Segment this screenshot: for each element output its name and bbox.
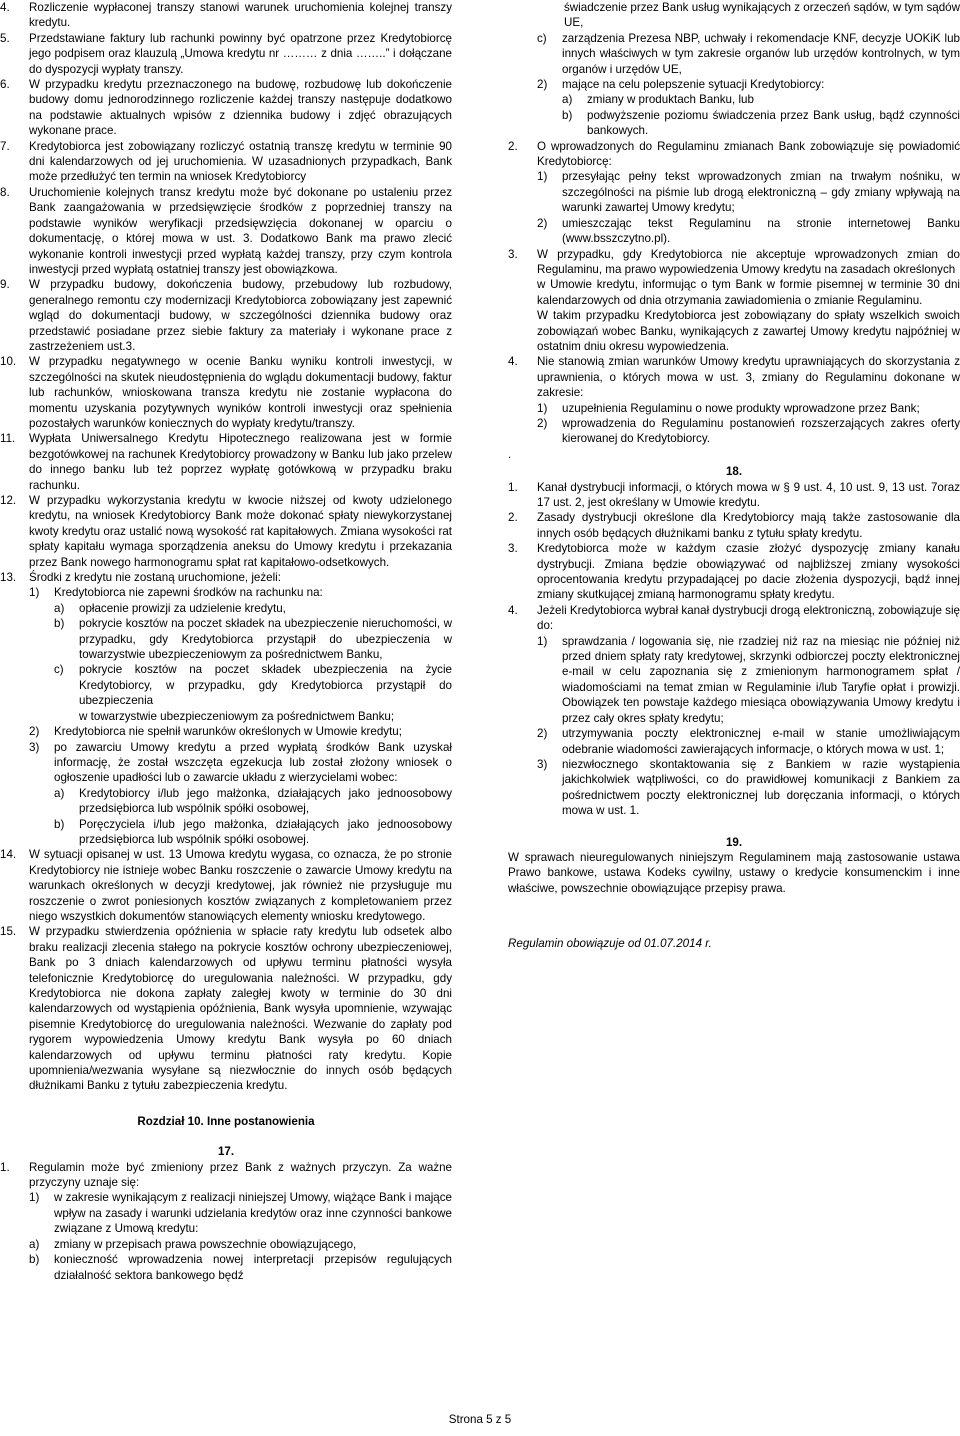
section-17-point-4-2: 2) wprowadzenia do Regulaminu postanowień rozszerzających zakres oferty kierowanej do Kredytobiorcy. (537, 416, 960, 446)
item-2: 2) mające na celu polepszenie sytuacji Kredytobiorcy: (537, 78, 825, 92)
section-17-point-2-2: 2) umieszczając tekst Regulaminu na stronie internetowej Banku (www.bsszczytno.pl). (537, 216, 960, 246)
left-column (0, 0, 452, 1283)
section-17-point-1: 1. Regulamin może być zmieniony przez Bank z ważnych przyczyn. Za ważne przyczyny uznaje się: (0, 1160, 452, 1190)
item-c: c) zarządzenia Prezesa NBP, uchwały i rekomendacje KNF, decyzje UOKiK lub innych właściwych w tym zakresie organów lub urzędów kontrolnych, w tym organów i urzędów UE, (537, 31, 960, 76)
section-17-point-2: 2. O wprowadzonych do Regulaminu zmianach Bank zobowiązuje się powiadomić Kredytobiorcę: (508, 139, 960, 169)
page-number: Strona 5 z 5 (448, 1413, 512, 1426)
section-18-point-4: 4. Jeżeli Kredytobiorca wybrał kanał dystrybucji drogą elektroniczną, zobowiązuje się do: (508, 603, 960, 633)
paragraph-4: 4. Rozliczenie wypłaconej transzy stanowi warunek uruchomienia kolejnej transzy kredytu. (0, 1, 452, 30)
paragraph-13-3: 3) po zawarciu Umowy kredytu a przed wypłatą środków Bank uzyskał informację, że został wszczęta egzekucja lub został złożony wniosek o ogłoszenie upadłości lub o zawarcie układu z wierzycielami wobec: (29, 740, 452, 785)
continuation-text: świadczenie przez Bank usług wynikających z orzeczeń sądów, w tym sądów UE, (564, 1, 960, 30)
section-17-heading: 17. (217, 1145, 235, 1159)
paragraph-13-3-b: b) Poręczyciela i/lub jego małżonka, działających jako jednoosobowy przedsiębiorca lub wspólnik spółki osobowej. (54, 817, 452, 846)
chapter-heading: Rozdział 10. Inne postanowienia (137, 1114, 315, 1128)
paragraph-13-1-c: c) pokrycie kosztów na poczet składek ubezpieczenia na życie Kredytobiorcy, w przypadku, gdy Kredytobiorca przystąpił do ubezpieczenia (54, 663, 452, 708)
paragraph-10: 10. W przypadku negatywnego w ocenie Banku wyniku kontroli inwestycji, w szczególności na skutek nieudostępnienia do wglądu dokumentacji budowy, faktur lub rachunków, wnioskowana transza kredytu nie zostanie wypłacona do momentu uzyskania pozytywnych wyników kontroli inwestycji oraz spełnienia pozostałych warunków koniecznych do wypłaty kredytu/transzy. (0, 355, 452, 430)
paragraph-13-3-a: a) Kredytobiorcy i/lub jego małżonka, działających jako jednoosobowy przedsiębiorca lub wspólnik spółki osobowej, (54, 786, 452, 816)
paragraph-5: 5. Przedstawiane faktury lub rachunki powinny być opatrzone przez Kredytobiorcę jego podpisem oraz klauzulą „Umowa kredytu nr ……… z dnia ……..” i dołączane do dyspozycji wypłaty transzy. (0, 31, 452, 76)
section-17-point-3-cont: w Umowie kredytu, informując o tym Bank w formie pisemnej w terminie 30 dni kalendarzowych od dnia otrzymania zawiadomienia o zmianie Regulaminu. (537, 278, 960, 307)
paragraph-13-1-c-continuation: w towarzystwie ubezpieczeniowym za pośrednictwem Banku; (79, 709, 395, 723)
section-18-point-1: 1. Kanał dystrybucji informacji, o których mowa w § 9 ust. 4, 10 ust. 9, 13 ust. 7oraz 17 ust. 2, jest określany w Umowie kredytu. (508, 480, 960, 509)
paragraph-13-2: 2) Kredytobiorca nie spełnił warunków określonych w Umowie kredytu; (29, 725, 402, 739)
paragraph-13: 13. Środki z kredytu nie zostaną uruchomione, jeżeli: (0, 571, 281, 585)
section-18-point-4-1: 1) sprawdzania / logowania się, nie rzadziej niż raz na miesiąc nie później niż przed dniem spłaty raty kredytowej, skrzynki odbiorczej poczty elektronicznej e-mail w celu zapoznania się z zmienionym harmonogramem spłat / wiadomościami na temat zmian w Regulaminie i/lub Taryfie opłat i prowizji. Obowiązek ten powstaje każdego miesiąca obowiązywania Umowy kredytu i przez cały okres spłaty kredytu; (537, 634, 960, 725)
section-17-point-1-1-a: a) zmiany w przepisach prawa powszechnie obowiązującego, (29, 1237, 357, 1251)
item-2-a: a) zmiany w produktach Banku, lub (562, 93, 754, 107)
paragraph-13-1-b: b) pokrycie kosztów na poczet składek na ubezpieczenie nieruchomości, w przypadku, gdy Kredytobiorca przystąpił do ubezpieczenia w towarzystwie ubezpieczeniowym za pośrednictwem Banku, (54, 617, 452, 662)
section-18-point-3: 3. Kredytobiorca może w każdym czasie złożyć dyspozycję zmiany kanału dystrybucji. Zmiana będzie obowiązywać od najbliższej zmiany wysokości oprocentowania kredytu przypadającej po dacie złożenia dyspozycji, bądź innej zmiany skutkującej zmianą harmonogramu spłaty kredytu. (508, 542, 960, 602)
section-17-point-1-1-b: b) konieczność wprowadzenia nowej interpretacji przepisów regulujących działalność sektora bankowego będź (29, 1253, 452, 1282)
paragraph-6: 6. W przypadku kredytu przeznaczonego na budowę, rozbudowę lub dokończenie budowy domu jednorodzinnego rozliczenie każdej transzy następuje dodatkowo na podstawie aktualnych wpisów z dziennika budowy i zdjęć obrazujących wykonane prace. (0, 78, 452, 138)
section-18-point-2: 2. Zasady dystrybucji określone dla Kredytobiorcy mają także zastosowanie dla innych osób będących dłużnikami banku z tytułu spłaty kredytu. (508, 511, 960, 540)
paragraph-13-1-a: a) opłacenie prowizji za udzielenie kredytu, (54, 601, 286, 615)
paragraph-13-1: 1) Kredytobiorca nie zapewni środków na rachunku na: (29, 586, 323, 600)
paragraph-8: 8. Uruchomienie kolejnych transz kredytu może być dokonane po ustaleniu przez Bank zaangażowania w przedsięwzięcie środków z poprzedniej transzy na podstawie wyników weryfikacji przedsięwzięcia dokonanej w oparciu o dokumentację, o której mowa w ust. 3. Dodatkowo Bank ma prawo zlecić wykonanie kontroli inwestycji przed wypłatą każdej transzy, przy czym kontrola inwestycji przed wypłatą ostatniej transzy jest obowiązkowa. (0, 185, 452, 276)
section-17-point-1-1: 1) w zakresie wynikającym z realizacji niniejszej Umowy, wiążące Bank i mające wpływ na zasady i warunki udzielania kredytów oraz inne czynności bankowe związane z Umową kredytu: (29, 1191, 452, 1236)
section-18-point-4-2: 2) utrzymywania poczty elektronicznej e-mail w stanie umożliwiającym odebranie wiadomości zawierających informacje, o których mowa w ust. 1; (537, 727, 960, 756)
section-17-point-4: 4. Nie stanowią zmian warunków Umowy kredytu uprawniających do skorzystania z uprawnienia, o których mowa w ust. 3, zmiany do Regulaminu dokonane w zakresie: (508, 355, 960, 400)
paragraph-15: 15. W przypadku stwierdzenia opóźnienia w spłacie raty kredytu lub odsetek albo braku realizacji zlecenia stałego na pokrycie kosztów ochrony ubezpieczeniowej, Bank po 3 dniach kalendarzowych od upływu terminu płatności wysyła telefonicznie Kredytobiorcę do uregulowania należności. W przypadku, gdy Kredytobiorca nie dokona zapłaty zaległej kwoty w terminie do 30 dni kalendarzowych od wystąpienia opóźnienia, Bank wysyła upomnienie, wzywając pisemnie Kredytobiorcę do uregulowania należności. Wezwanie do zapłaty pod rygorem wypowiedzenia Umowy kredytu Bank wysyła po 60 dniach kalendarzowych od upływu terminu płatności raty kredytu. Kopie upomnienia/wezwania wysyłane są niezwłocznie do innych osób będących dłużnikami Banku z tytułu zabezpieczenia kredytu. (0, 925, 452, 1093)
paragraph-11: 11. Wypłata Uniwersalnego Kredytu Hipotecznego realizowana jest w formie bezgotówkowej na rachunek Kredytobiorcy prowadzony w Banku lub jako przelew do innego banku lub też poprzez wypłatę gotówkową w przypadku braku rachunku. (0, 432, 452, 492)
section-18-heading: 18. (725, 465, 743, 479)
section-17-point-2-1: 1) przesyłając pełny tekst wprowadzonych zmian na trwałym nośniku, w szczególności na piśmie lub drogą elektroniczną – gdy zmiany wpływają na warunki zawartej Umowy kredytu; (537, 170, 960, 215)
section-17-point-3: 3. W przypadku, gdy Kredytobiorca nie akceptuje wprowadzonych zmian do Regulaminu, ma prawo wypowiedzenia Umowy kredytu na zasadach określonych (508, 247, 960, 276)
section-19-heading: 19. (725, 835, 743, 849)
section-19-text: W sprawach nieuregulowanych niniejszym Regulaminem mają zastosowanie ustawa Prawo bankowe, ustawa Kodeks cywilny, ustawy o kredycie konsumenckim i inne właściwe, powszechnie obowiązujące przepisy prawa. (508, 850, 960, 895)
section-17-point-4-1: 1) uzupełnienia Regulaminu o nowe produkty wprowadzone przez Bank; (537, 401, 920, 415)
paragraph-14: 14. W sytuacji opisanej w ust. 13 Umowa kredytu wygasa, co oznacza, że po stronie Kredytobiorcy nie istnieje wobec Banku roszczenie o zawarcie Umowy kredytu na warunkach określonych w decyzji kredytowej, jak również nie przysługuje mu roszczenie o zwrot poniesionych kosztów związanych z kompletowaniem przez niego wszystkich dokumentów stanowiących elementy wniosku kredytowego. (0, 848, 452, 923)
stray-dot: . (508, 447, 512, 461)
section-18-point-4-3: 3) niezwłocznego skontaktowania się z Bankiem w razie wystąpienia jakichkolwiek wątpliwości, co do prawidłowej komunikacji z Bankiem za pośrednictwem poczty elektronicznej lub doręczania informacji, o których mowa w ust. 1. (537, 757, 960, 818)
paragraph-9: 9. W przypadku budowy, dokończenia budowy, przebudowy lub rozbudowy, generalnego remontu czy modernizacji Kredytobiorca zobowiązany jest zapewnić wgląd do dokumentacji budowy, w szczególności dziennika budowy oraz przedstawić posiadane przez siebie faktury za materiały i wykonane prace z zastrzeżeniem ust.3. (0, 278, 452, 353)
paragraph-7: 7. Kredytobiorca jest zobowiązany rozliczyć ostatnią transzę kredytu w terminie 90 dni kalendarzowych od jej uruchomienia. W uzasadnionych przypadkach, Bank może przedłużyć ten termin na wniosek Kredytobiorcy (0, 139, 452, 184)
right-column (508, 0, 960, 952)
effective-date: Regulamin obowiązuje od 01.07.2014 r. (508, 937, 712, 951)
section-17-point-3-cont-2: W takim przypadku Kredytobiorca jest zobowiązany do spłaty wszelkich swoich zobowiązań wobec Banku, wynikających z zawartej Umowy kredytu najpóźniej w ostatnim dniu okresu wypowiedzenia. (537, 309, 960, 353)
paragraph-12: 12. W przypadku wykorzystania kredytu w kwocie niższej od kwoty udzielonego kredytu, na wniosek Kredytobiorcy Bank może dokonać spłaty niewykorzystanej kwoty kredytu oraz ustalić nową wysokość rat kapitałowych. Zmiana wysokości rat spłaty kapitału wymaga sporządzenia aneksu do Umowy kredytu i przekazania przez Bank nowego harmonogramu spłat rat kapitałowo-odsetkowych. (0, 494, 452, 569)
item-2-b: b) podwyższenie poziomu świadczenia przez Bank usług, bądź czynności bankowych. (562, 108, 960, 138)
